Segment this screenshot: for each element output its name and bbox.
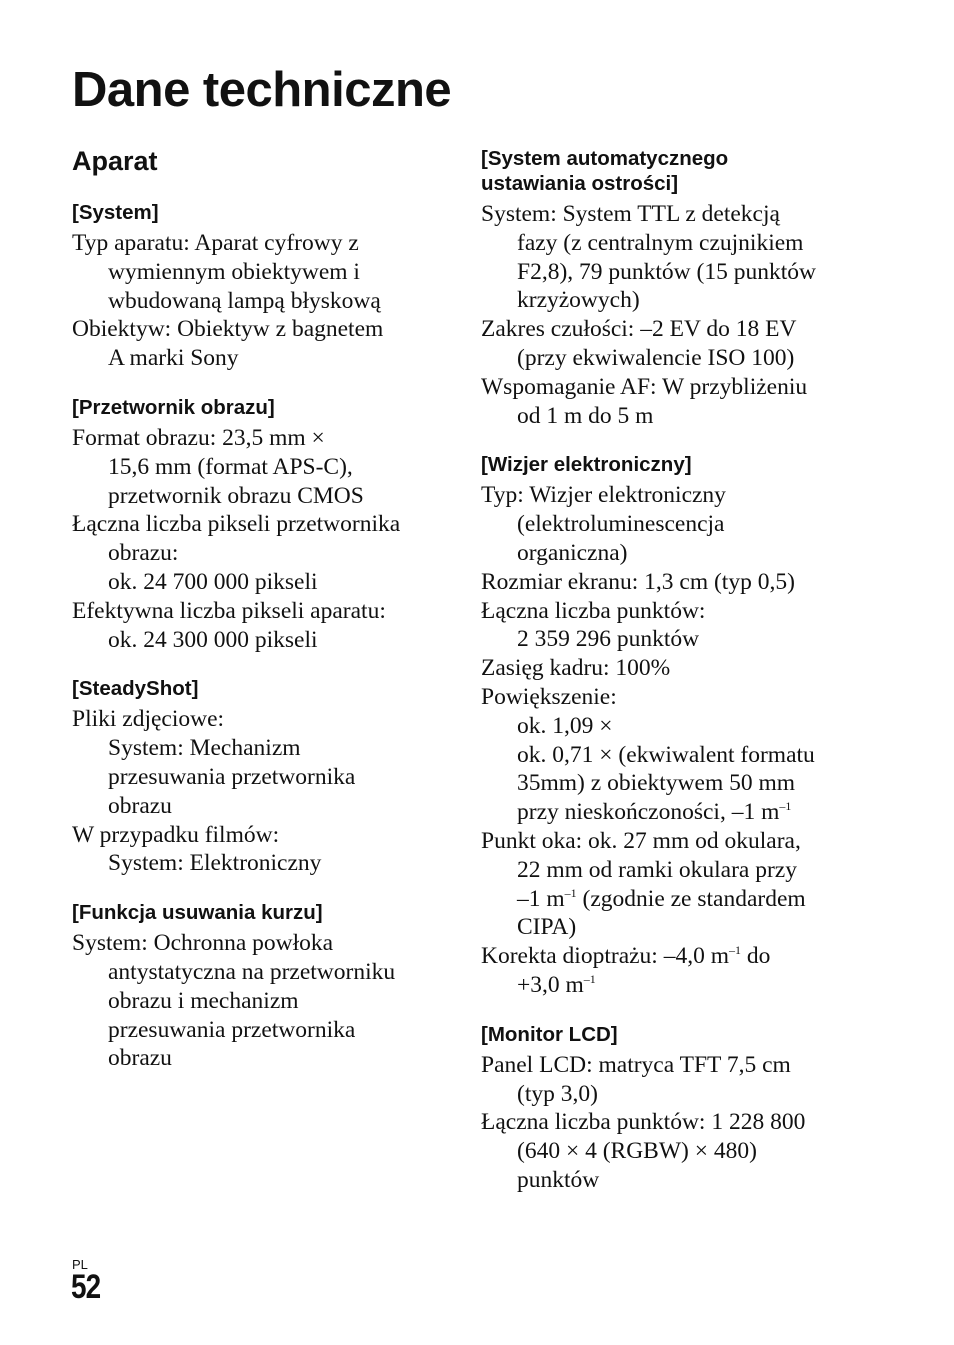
spec-line	[72, 482, 452, 511]
spec-line	[72, 568, 452, 597]
spec-line	[72, 705, 452, 734]
spec-line-text: System: Ochronna powłoka	[72, 930, 334, 957]
spec-line-text: (typ 3,0)	[517, 1080, 598, 1107]
superscript-exponent: –1	[729, 943, 741, 958]
spec-line-text: przesuwania przetwornika	[108, 763, 356, 790]
spec-line-text: Wspomaganie AF: W przybliżeniu	[481, 373, 808, 400]
spec-line	[481, 315, 853, 344]
spec-line	[481, 654, 853, 683]
spec-line	[481, 481, 853, 510]
spec-line	[481, 798, 853, 827]
spec-line-text: F2,8), 79 punktów (15 punktów	[517, 258, 816, 285]
spec-line-text: obrazu	[108, 1045, 172, 1072]
spec-line-text: Typ: Wizjer elektroniczny	[481, 482, 726, 509]
spec-line-text: Łączna liczba pikseli przetwornika	[72, 511, 401, 538]
spec-line-text: System: Mechanizm	[108, 735, 301, 762]
spec-line	[481, 597, 853, 626]
spec-line	[72, 849, 452, 878]
spec-line	[72, 597, 452, 626]
spec-line	[481, 683, 853, 712]
spec-line-text: (640 × 4 (RGBW) × 480)	[517, 1138, 757, 1165]
spec-line	[72, 792, 452, 821]
spec-line	[481, 344, 853, 373]
spec-line	[481, 258, 853, 287]
left-column	[72, 144, 452, 1095]
superscript-exponent: –1	[779, 799, 792, 814]
spec-line	[481, 625, 853, 654]
spec-line-text: punktów	[517, 1166, 600, 1193]
spec-line-text: Zasięg kadru: 100%	[481, 655, 671, 682]
spec-line-text: antystatyczna na przetworniku	[108, 958, 396, 985]
page-title: Dane techniczne	[72, 63, 452, 117]
spec-line	[481, 885, 853, 914]
spec-line-text: fazy (z centralnym czujnikiem	[517, 229, 804, 256]
right-column	[481, 146, 853, 1217]
spec-line	[72, 734, 452, 763]
spec-line	[72, 344, 452, 373]
spec-group-monitor-lcd	[481, 1022, 853, 1195]
spec-line-text: Łączna liczba punktów: 1 228 800	[481, 1109, 806, 1136]
spec-line	[72, 958, 452, 987]
spec-line	[481, 1051, 853, 1080]
spec-line	[72, 1016, 452, 1045]
spec-line	[481, 402, 853, 431]
spec-group-steadyshot	[72, 676, 452, 878]
spec-group-system-automatycznego-ustawiania-ostrosci	[481, 146, 853, 430]
spec-line-text: Obiektyw: Obiektyw z bagnetem	[72, 316, 384, 343]
spec-line-text: ok. 0,71 × (ekwiwalent formatu	[517, 741, 815, 768]
spec-group-heading: [Przetwornik obrazu]	[72, 395, 275, 419]
spec-line-text: Pliki zdjęciowe:	[72, 706, 225, 733]
spec-line-text: obrazu	[108, 792, 172, 819]
spec-line-text: ok. 24 700 000 pikseli	[108, 568, 318, 595]
spec-line-text: Efektywna liczba pikseli aparatu:	[72, 597, 386, 624]
spec-line-text: Rozmiar ekranu: 1,3 cm (typ 0,5)	[481, 568, 795, 595]
spec-line-text: 2 359 296 punktów	[517, 626, 700, 653]
spec-line	[481, 942, 853, 971]
spec-line-text: przy nieskończoności, –1 m	[517, 799, 780, 826]
right-spec-groups	[481, 146, 853, 1195]
spec-group-heading	[481, 146, 853, 196]
spec-line	[72, 763, 452, 792]
spec-line-text: A marki Sony	[108, 345, 239, 372]
spec-line-text: Typ aparatu: Aparat cyfrowy z	[72, 230, 359, 256]
spec-line-text: krzyżowych)	[517, 287, 640, 314]
spec-line	[481, 827, 853, 856]
spec-line	[481, 229, 853, 258]
spec-line	[481, 510, 853, 539]
spec-line-text: Panel LCD: matryca TFT 7,5 cm	[481, 1051, 791, 1078]
spec-line	[72, 929, 452, 958]
spec-line	[72, 510, 452, 539]
spec-line	[72, 626, 452, 655]
spec-line	[481, 1108, 853, 1137]
spec-group-funkcja-usuwania-kurzu	[72, 900, 452, 1073]
spec-group-heading: [System]	[72, 201, 159, 224]
spec-line	[481, 971, 853, 1000]
spec-line-text: Korekta dioptrażu: –4,0 m	[481, 943, 729, 970]
spec-line	[481, 539, 853, 568]
spec-line-text: Zakres czułości: –2 EV do 18 EV	[481, 316, 797, 343]
spec-line-text: +3,0 m	[517, 971, 584, 998]
spec-line	[481, 373, 853, 402]
spec-line	[72, 424, 452, 453]
spec-line-text: Powiększenie:	[481, 683, 617, 710]
spec-line-text: 15,6 mm (format APS-C),	[108, 453, 353, 480]
spec-line-text: 22 mm od ramki okulara przy	[517, 856, 797, 883]
spec-line-text: System: System TTL z detekcją	[481, 201, 780, 227]
spec-line	[72, 258, 452, 287]
spec-group-heading-line: [System automatycznego	[481, 147, 729, 170]
spec-line-text: wbudowaną lampą błyskową	[108, 287, 381, 314]
spec-line-text: obrazu:	[108, 540, 179, 567]
spec-line-text: ok. 24 300 000 pikseli	[108, 626, 318, 653]
spec-line-text-after: (zgodnie ze standardem	[576, 885, 806, 912]
spec-line-text: Łączna liczba punktów:	[481, 597, 706, 624]
spec-line	[72, 821, 452, 850]
spec-line	[481, 200, 853, 229]
spec-group-wizjer-elektroniczny	[481, 452, 853, 999]
spec-line	[72, 453, 452, 482]
spec-line	[72, 1044, 452, 1073]
spec-line-text: obrazu i mechanizm	[108, 987, 299, 1014]
spec-line	[481, 913, 853, 942]
page-number: 52	[71, 1268, 101, 1306]
spec-line-text: –1 m	[517, 885, 565, 912]
spec-line	[481, 286, 853, 315]
spec-group-heading-line: ustawiania ostrości]	[481, 172, 679, 195]
spec-line	[72, 315, 452, 344]
spec-group-heading: [Funkcja usuwania kurzu]	[72, 901, 323, 925]
spec-line	[481, 856, 853, 885]
spec-line	[481, 769, 853, 798]
spec-line-text: Format obrazu: 23,5 mm ×	[72, 424, 325, 451]
spec-line-text: organiczna)	[517, 539, 628, 566]
spec-line	[72, 287, 452, 316]
spec-line-text: od 1 m do 5 m	[517, 402, 654, 429]
spec-line-text: 35mm) z obiektywem 50 mm	[517, 770, 796, 797]
spec-line-text: przesuwania przetwornika	[108, 1016, 356, 1043]
spec-line	[481, 741, 853, 770]
spec-line-text: (przy ekwiwalencie ISO 100)	[517, 344, 795, 371]
spec-line-text: wymiennym obiektywem i	[108, 258, 360, 285]
spec-line-text: Punkt oka: ok. 27 mm od okulara,	[481, 827, 801, 854]
left-spec-groups	[72, 200, 452, 1073]
spec-line	[481, 1137, 853, 1166]
spec-group-przetwornik-obrazu	[72, 395, 452, 654]
spec-line	[481, 1080, 853, 1109]
spec-line-text: System: Elektroniczny	[108, 850, 322, 877]
spec-group-heading: [SteadyShot]	[72, 677, 199, 701]
spec-line	[72, 539, 452, 568]
superscript-exponent: –1	[564, 885, 577, 900]
spec-line	[481, 568, 853, 597]
spec-line-text: przetwornik obrazu CMOS	[108, 482, 364, 509]
footer-language: PL	[72, 1257, 88, 1272]
spec-group-heading: [Monitor LCD]	[481, 1022, 618, 1046]
spec-line-text: (elektroluminescencja	[517, 511, 725, 538]
spec-group-heading: [Wizjer elektroniczny]	[481, 453, 692, 477]
spec-line	[72, 987, 452, 1016]
superscript-exponent: –1	[583, 971, 596, 986]
spec-group-system	[72, 200, 452, 373]
spec-line-text: CIPA)	[517, 914, 577, 941]
section-heading: Aparat	[72, 146, 158, 176]
spec-line-text-after: do	[741, 943, 771, 970]
spec-line-text: W przypadku filmów:	[72, 821, 280, 848]
spec-line	[481, 712, 853, 741]
spec-line	[72, 229, 452, 258]
spec-line-text: ok. 1,09 ×	[517, 712, 613, 739]
spec-line	[481, 1166, 853, 1195]
